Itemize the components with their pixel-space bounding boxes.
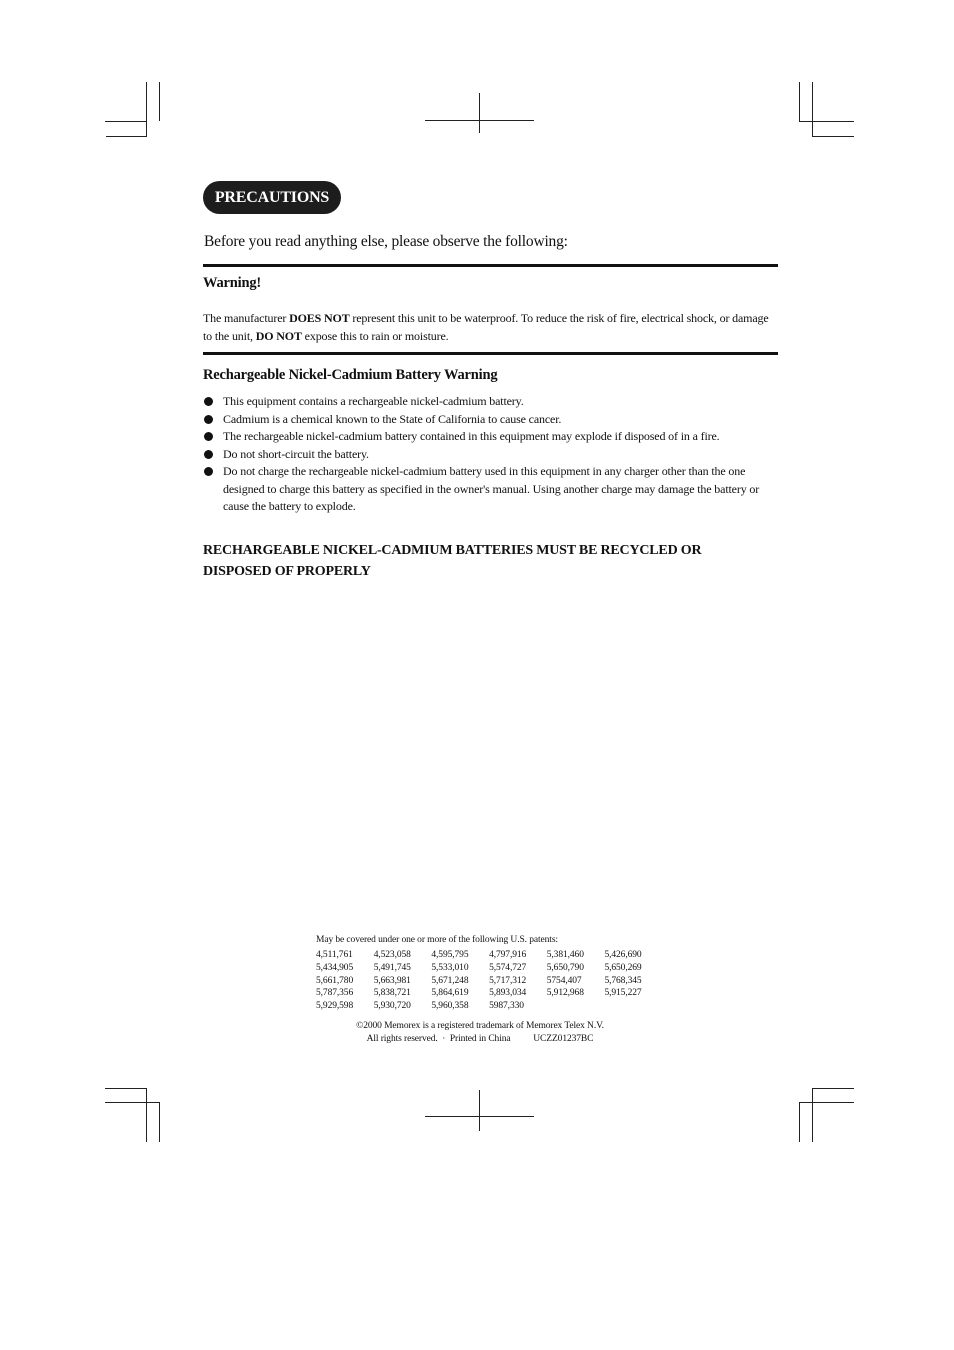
table-row xyxy=(316,962,662,975)
warning-emphasis-does-not: DOES NOT xyxy=(289,311,350,325)
section-divider-middle xyxy=(203,352,778,355)
patent-number: 5,717,312 xyxy=(489,975,527,986)
patent-number: 5,663,981 xyxy=(373,975,411,986)
crop-mark-top-left-vertical-inner xyxy=(159,82,160,121)
list-item: Do not charge the rechargeable nickel-cadmium battery used in this equipment in any charger other than the one designed to charge this battery as specified in the owner's manual. Using another charge may damage the battery or cause the battery to explode. xyxy=(203,463,775,516)
patent-number: 5,768,345 xyxy=(604,975,642,986)
patent-number: 5,381,460 xyxy=(546,950,584,960)
list-item: This equipment contains a rechargeable nickel-cadmium battery. xyxy=(203,393,775,411)
bullet-dot-icon xyxy=(204,415,213,424)
patent-number: 5,864,619 xyxy=(431,988,469,999)
crop-mark-top-right-vertical xyxy=(799,82,800,121)
table-row xyxy=(316,949,662,962)
patent-number xyxy=(547,1000,605,1013)
bullet-dot-icon xyxy=(204,432,213,441)
crop-mark-top-left-horizontal xyxy=(105,121,147,122)
crop-mark-bottom-left-vertical xyxy=(146,1088,147,1142)
recycle-notice-line-2: DISPOSED OF PROPERLY xyxy=(203,564,371,579)
crop-mark-top-center-vertical xyxy=(479,93,480,133)
bullet-dot-icon xyxy=(204,467,213,476)
patent-number: 5987,330 xyxy=(489,1001,524,1012)
crop-mark-top-left-vertical xyxy=(146,82,147,137)
precautions-badge xyxy=(203,181,341,214)
patent-number: 4,511,761 xyxy=(316,950,353,960)
patent-number: 5,434,905 xyxy=(316,962,354,973)
crop-mark-bottom-left-horizontal-inner xyxy=(105,1102,160,1103)
patent-number: 5,533,010 xyxy=(431,962,469,973)
warning-text-2: represent this unit to be waterproof. To reduce the risk of fire, electrical shock, or damage to the unit, xyxy=(203,311,769,343)
patent-number: 5,661,780 xyxy=(316,975,354,986)
warning-paragraph xyxy=(203,309,773,345)
rights-print-line: All rights reserved. · Printed in China UCZZ01237BC xyxy=(366,1034,594,1044)
warning-heading: Warning! xyxy=(203,275,262,291)
crop-mark-bottom-right-horizontal xyxy=(812,1088,854,1089)
patent-number: 5,787,356 xyxy=(316,988,354,999)
crop-mark-top-left-horizontal-inner xyxy=(106,136,147,137)
patent-number: 5,929,598 xyxy=(316,1001,354,1012)
patent-number: 5,912,968 xyxy=(546,988,584,999)
crop-mark-top-right-horizontal xyxy=(799,121,854,122)
battery-warning-heading: Rechargeable Nickel-Cadmium Battery Warning xyxy=(203,367,498,383)
battery-warning-list xyxy=(203,393,775,516)
warning-text-3: expose this to rain or moisture. xyxy=(301,329,449,343)
patent-number: 4,523,058 xyxy=(373,950,411,960)
warning-text-1: The manufacturer xyxy=(203,311,290,325)
table-row xyxy=(316,987,662,1000)
patent-number: 5,671,248 xyxy=(431,975,469,986)
crop-mark-bottom-left-horizontal xyxy=(105,1088,147,1089)
crop-mark-bottom-right-vertical-inner xyxy=(799,1102,800,1142)
crop-mark-bottom-right-horizontal-inner xyxy=(799,1102,854,1103)
bullet-dot-icon xyxy=(204,450,213,459)
crop-mark-top-right-horizontal-inner xyxy=(812,136,854,137)
copyright-line: ©2000 Memorex is a registered trademark of Memorex Telex N.V. xyxy=(356,1021,604,1031)
recycle-notice xyxy=(203,540,723,582)
patent-number xyxy=(604,1000,662,1013)
list-item: Do not short-circuit the battery. xyxy=(203,446,775,464)
patent-number: 5,650,269 xyxy=(604,962,642,973)
crop-mark-top-right-vertical-inner xyxy=(812,82,813,137)
patent-number: 4,595,795 xyxy=(431,950,469,960)
crop-mark-bottom-left-vertical-inner xyxy=(159,1102,160,1142)
table-row xyxy=(316,975,662,988)
list-item: Cadmium is a chemical known to the State of California to cause cancer. xyxy=(203,411,775,429)
patent-number: 5,650,790 xyxy=(546,962,584,973)
patent-number: 5754,407 xyxy=(546,975,582,986)
bullet-dot-icon xyxy=(204,397,213,406)
patent-number: 4,797,916 xyxy=(489,950,527,960)
crop-mark-bottom-right-vertical xyxy=(812,1088,813,1142)
list-item: The rechargeable nickel-cadmium battery contained in this equipment may explode if disposed of in a fire. xyxy=(203,428,775,446)
patent-number: 5,930,720 xyxy=(373,1001,411,1012)
patents-caption: May be covered under one or more of the following U.S. patents: xyxy=(316,935,558,945)
patent-number: 5,574,727 xyxy=(489,962,527,973)
section-divider-top xyxy=(203,264,778,267)
patent-number: 5,960,358 xyxy=(431,1001,469,1012)
patents-table xyxy=(316,949,662,1013)
patent-number: 5,915,227 xyxy=(604,988,642,999)
precautions-badge-label: PRECAUTIONS xyxy=(214,188,330,206)
table-row xyxy=(316,1000,662,1013)
warning-emphasis-do-not: DO NOT xyxy=(255,329,302,343)
crop-mark-bottom-center-vertical xyxy=(479,1090,480,1131)
patent-number: 5,426,690 xyxy=(604,950,642,960)
patent-number: 5,491,745 xyxy=(373,962,411,973)
recycle-notice-line-1: RECHARGEABLE NICKEL-CADMIUM BATTERIES MUST BE RECYCLED OR xyxy=(203,543,702,558)
intro-text: Before you read anything else, please observe the following: xyxy=(204,233,568,250)
patent-number: 5,838,721 xyxy=(373,988,411,999)
patent-number: 5,893,034 xyxy=(489,988,527,999)
